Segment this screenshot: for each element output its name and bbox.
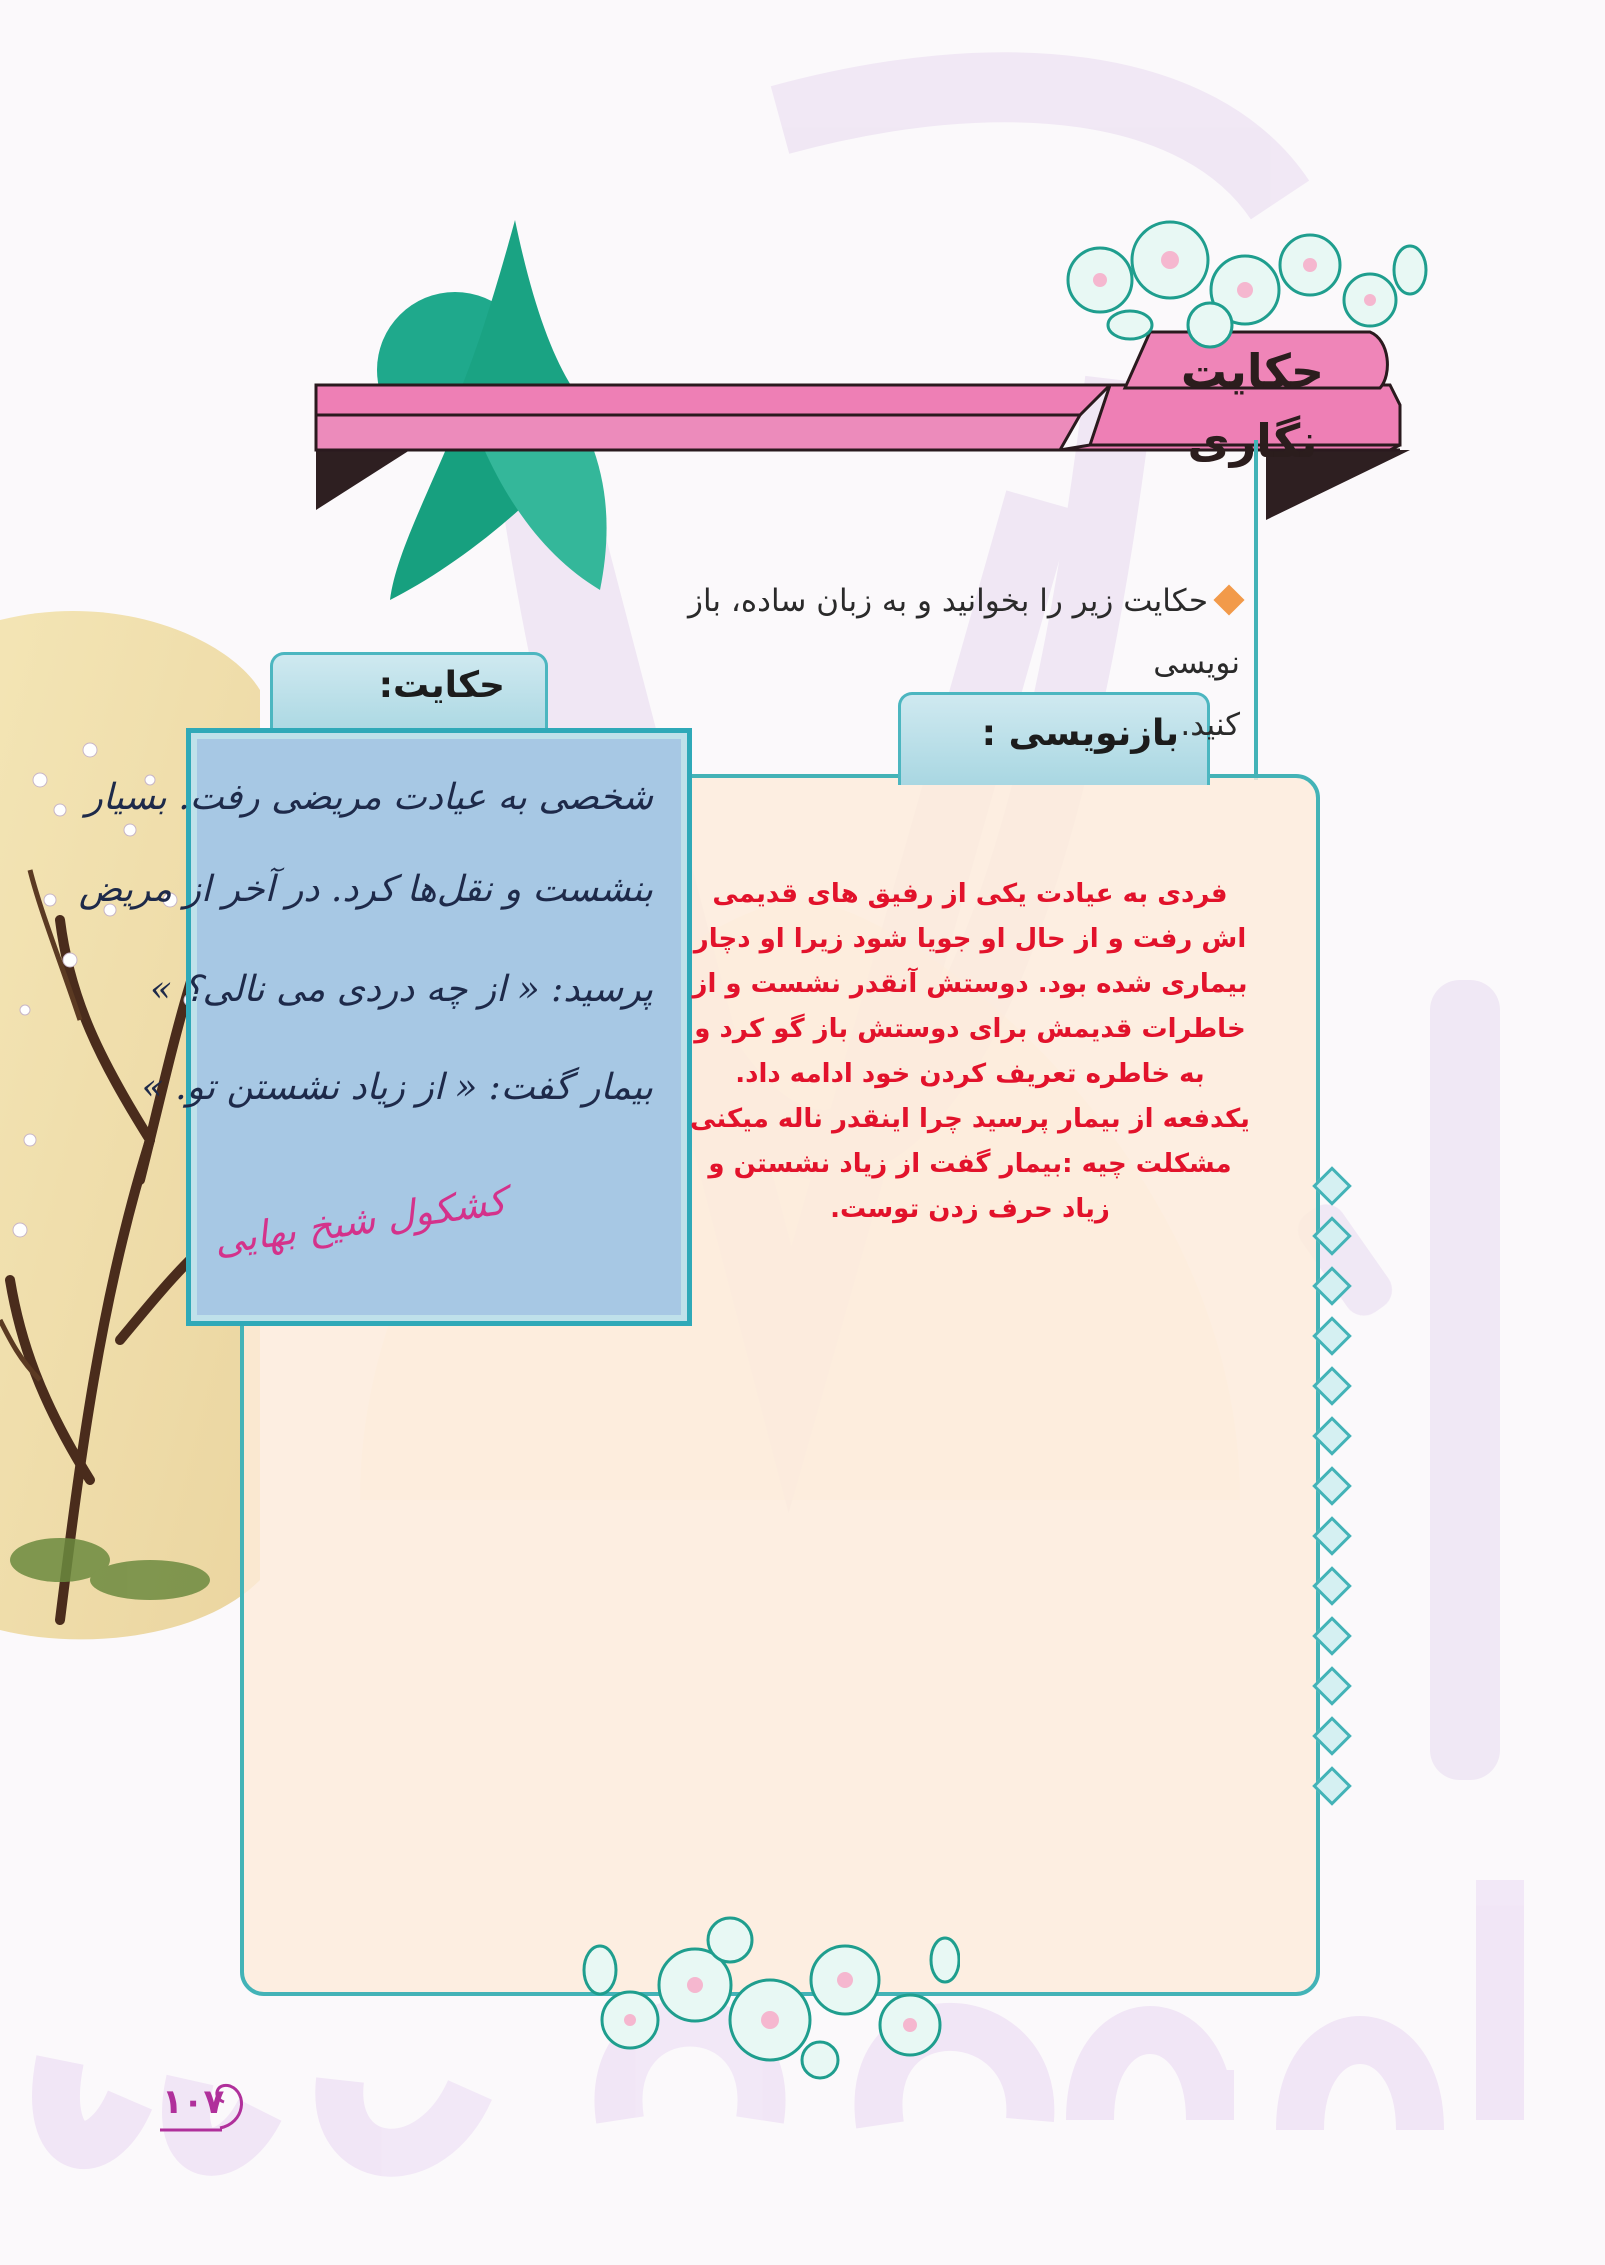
story-tab	[270, 652, 548, 737]
rewrite-answer-text: فردی به عیادت یکی از رفیق های قدیمی اش رفت و از حال او جویا شود زیرا او دچار بیماری شده بود. دوستش آنقدر نشست و از خاطرات قدیمش برای دوستش باز گو کرد و به خاطره تعریف کردن خود ادامه داد. یکدفعه از بیمار پرسید چرا اینقدر ناله میکنی مشکلت چیه :بیمار گفت از زیاد نشستن و زیاد حرف زدن توست.	[690, 879, 1250, 1224]
story-tab-label: حکایت:	[378, 665, 505, 706]
frame-border	[1254, 440, 1258, 780]
story-line: بنشست و نقل‌ها کرد. در آخر از مریض	[78, 869, 653, 910]
story-source: کشکول شیخ بهایی	[211, 1178, 509, 1264]
section-title: حکایت نگاری	[1180, 344, 1325, 468]
orange-diamond-icon	[1213, 584, 1244, 615]
story-line: بیمار گفت: « از زیاد نشستن تو. »	[141, 1067, 653, 1108]
story-box	[78, 728, 692, 1326]
instruction-line-1: حکایت زیر را بخوانید و به زبان ساده، باز نویسی	[688, 583, 1240, 681]
rewrite-tab-label: بازنویسی :	[981, 713, 1179, 754]
flower-ornament-bottom	[580, 1910, 960, 2080]
instruction-line-2: کنید.	[1180, 707, 1240, 743]
story-line: پرسید: « از چه دردی می نالی؟ »	[149, 969, 653, 1010]
story-line: شخصی به عیادت مریضی رفت. بسیار	[85, 777, 653, 818]
page-number-badge	[150, 2068, 250, 2138]
instruction-text	[640, 570, 1240, 756]
page-number: ۱۰۷	[162, 2082, 225, 2122]
